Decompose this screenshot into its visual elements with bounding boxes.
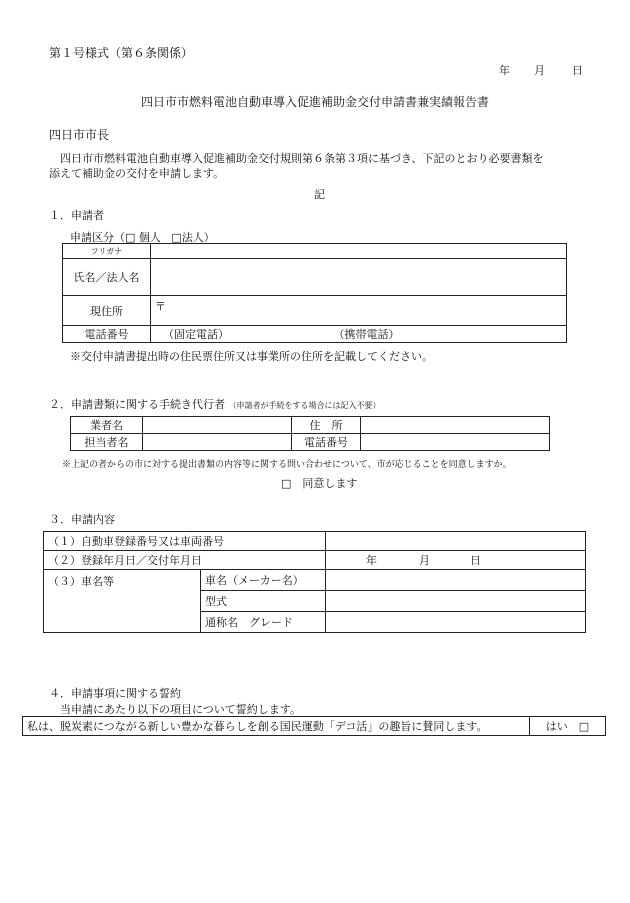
section1-note: ※交付申請書提出時の住民票住所又は事業所の住所を記載してください。 (70, 350, 433, 363)
date-year-label: 年 (499, 64, 510, 77)
date-month-label: 月 (534, 64, 545, 77)
person-label: 担当者名 (71, 434, 143, 451)
agent-table (70, 416, 550, 451)
section4-intro: 当申請にあたり以下の項目について誓約します。 (60, 703, 301, 716)
intro-line-2: 添えて補助金の交付を申請します。 (49, 167, 225, 180)
company-label: 業者名 (71, 417, 143, 434)
car-name-field[interactable] (326, 570, 586, 591)
ki-label: 記 (314, 188, 325, 201)
corporate-label: 法人） (181, 231, 215, 244)
landline-label: （固定電話） (163, 328, 229, 341)
name-label: 氏名／法人名 (63, 259, 151, 296)
postal-mark: 〒 (155, 300, 166, 313)
grade-label: 通称名 グレード (201, 612, 326, 633)
person-field[interactable] (143, 434, 292, 451)
phone-field[interactable] (151, 326, 567, 343)
agent-phone-field[interactable] (361, 434, 550, 451)
section2-heading-text: ２．申請書類に関する手続き代行者 (49, 398, 225, 411)
reg-month: 月 (419, 554, 430, 567)
company-field[interactable] (143, 417, 292, 434)
pledge-table (22, 716, 606, 736)
pledge-text: 私は、脱炭素につながる新しい豊かな暮らしを創る国民運動「デコ活」の趣旨に賛同します。 (23, 717, 530, 736)
corporate-checkbox[interactable]: □ (171, 231, 182, 244)
section2-heading (49, 396, 381, 412)
agree-checkbox[interactable]: □ 同意します (281, 477, 358, 490)
reg-day: 日 (470, 554, 481, 567)
document-title: 四日市市燃料電池自動車導入促進補助金交付申請書兼実績報告書 (140, 95, 489, 109)
agent-address-field[interactable] (361, 417, 550, 434)
mobile-label: （携帯電話） (339, 328, 400, 341)
address-label: 現住所 (63, 296, 151, 326)
addressee: 四日市市長 (49, 128, 110, 142)
agent-phone-label: 電話番号 (292, 434, 361, 451)
model-field[interactable] (326, 591, 586, 612)
furigana-label: フリガナ (63, 244, 151, 259)
model-label: 型式 (201, 591, 326, 612)
section2-note: ※上記の者からの市に対する提出書類の内容等に関する問い合わせについて、市が応じることを同意しますか。 (62, 460, 512, 470)
car-name-label: 車名（メーカー名） (201, 570, 326, 591)
form-number: 第１号様式（第６条関係） (49, 46, 194, 60)
section4-heading: ４．申請事項に関する誓約 (49, 687, 181, 700)
individual-checkbox[interactable]: □ (125, 231, 136, 244)
individual-label: 個人 (138, 231, 161, 244)
date-day-label: 日 (572, 64, 583, 77)
furigana-field[interactable] (151, 244, 567, 259)
name-field[interactable] (151, 259, 567, 296)
registration-date-label: （２）登録年月日／交付年月日 (44, 551, 326, 570)
car-info-label: （３）車名等 (44, 570, 201, 633)
phone-label: 電話番号 (63, 326, 151, 343)
registration-no-label: （１）自動車登録番号又は車両番号 (44, 532, 326, 551)
category-label: 申請区分（ (70, 231, 125, 244)
registration-no-field[interactable] (326, 532, 586, 551)
pledge-yes-checkbox[interactable]: はい □ (530, 717, 606, 736)
agent-address-label: 住 所 (292, 417, 361, 434)
details-table (43, 531, 586, 633)
registration-date-field[interactable] (326, 551, 586, 570)
section3-heading: ３．申請内容 (49, 513, 115, 526)
address-field[interactable] (151, 296, 567, 326)
grade-field[interactable] (326, 612, 586, 633)
applicant-table (62, 243, 567, 343)
section1-heading: １．申請者 (49, 209, 104, 222)
reg-year: 年 (366, 554, 377, 567)
section2-heading-note: （申請者が手続をする場合には記入不要） (228, 401, 381, 410)
intro-line-1: 四日市市燃料電池自動車導入促進補助金交付規則第６条第３項に基づき、下記のとおり必要書類を (60, 152, 544, 165)
